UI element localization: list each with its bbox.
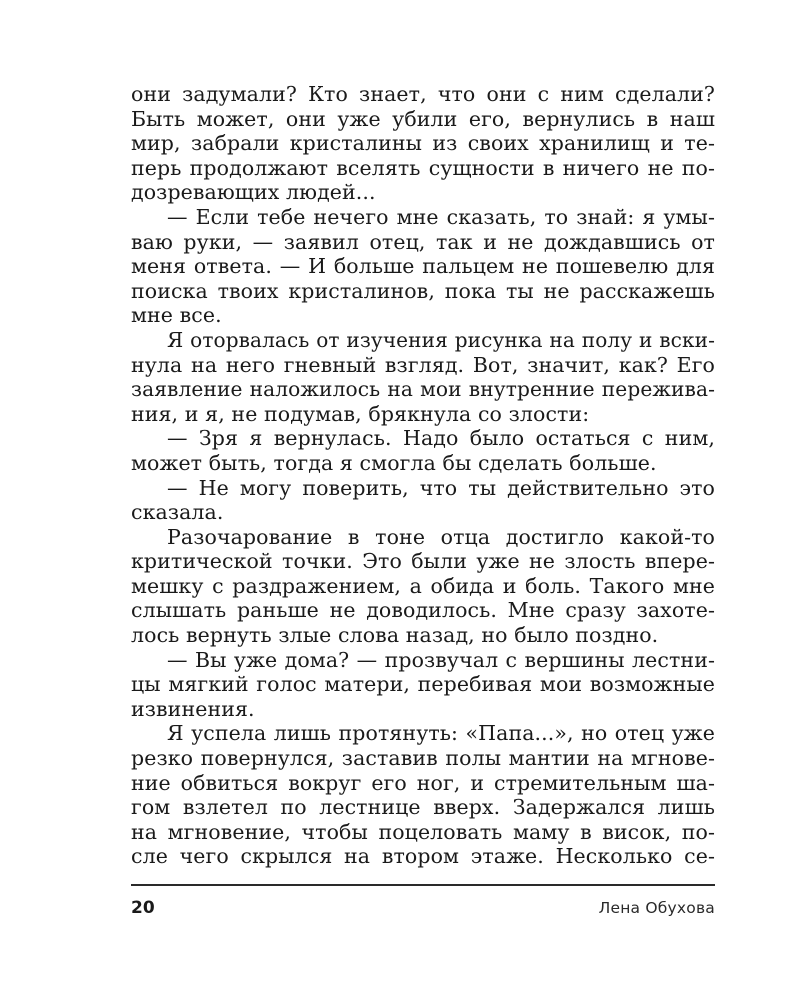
text-line: Разочарование в тоне отца достигло какой-то [167, 524, 715, 549]
text-line: мешку с раздражением, а обида и боль. Такого мне [131, 573, 715, 598]
text-line: сле чего скрылся на втором этаже. Несколько се- [131, 844, 715, 869]
text-line: ния, и я, не подумав, брякнула со злости: [131, 401, 590, 426]
text-line: ние обвиться вокруг его ног, и стремительным ша- [131, 770, 715, 795]
text-line: заявление наложилось на мои внутренние пережива- [131, 377, 715, 402]
text-line: — Если тебе нечего мне сказать, то знай: я умы- [167, 204, 715, 229]
text-line: перь продолжают вселять сущности в ничего не по- [131, 155, 715, 180]
body-text [131, 82, 715, 869]
text-line: критической точки. Это были уже не злость впере- [131, 549, 715, 574]
text-line: лось вернуть злые слова назад, но было поздно. [131, 623, 659, 648]
text-line: на мгновение, чтобы поцеловать маму в висок, по- [131, 819, 715, 844]
page-number: 20 [131, 898, 155, 918]
text-line: может быть, тогда я смогла бы сделать больше. [131, 450, 657, 475]
text-line: Быть может, они уже убили его, вернулись в наш [131, 106, 715, 131]
text-line: поиска твоих кристалинов, пока ты не расскажешь [131, 278, 715, 303]
text-line: Я оторвалась от изучения рисунка на полу и вски- [167, 327, 715, 352]
text-line: мир, забрали кристалины из своих хранилищ и те- [131, 131, 715, 156]
footer-rule [131, 884, 715, 886]
text-line: — Зря я вернулась. Надо было остаться с ним, [167, 426, 715, 451]
text-line: меня ответа. — И больше пальцем не пошевелю для [131, 254, 715, 279]
text-line: Я успела лишь протянуть: «Папа...», но отец уже [167, 721, 715, 746]
text-line: слышать раньше не доводилось. Мне сразу захоте- [131, 598, 715, 623]
running-head-author: Лена Обухова [598, 899, 715, 917]
text-line: извинения. [131, 696, 255, 721]
text-line: — Не могу поверить, что ты действительно это [167, 475, 715, 500]
text-line: сказала. [131, 500, 224, 525]
text-line: нула на него гневный взгляд. Вот, значит, как? Его [131, 352, 715, 377]
text-line: ваю руки, — заявил отец, так и не дождавшись от [131, 229, 715, 254]
text-line: они задумали? Кто знает, что они с ним сделали? [131, 82, 715, 106]
text-line: резко повернулся, заставив полы мантии на мгнове- [131, 746, 715, 771]
text-line: гом взлетел по лестнице вверх. Задержался лишь [131, 795, 715, 820]
text-line: мне все. [131, 303, 222, 328]
text-line: цы мягкий голос матери, перебивая мои возможные [131, 672, 715, 697]
text-line: дозревающих людей... [131, 180, 376, 205]
text-line: — Вы уже дома? — прозвучал с вершины лестни- [167, 647, 715, 672]
